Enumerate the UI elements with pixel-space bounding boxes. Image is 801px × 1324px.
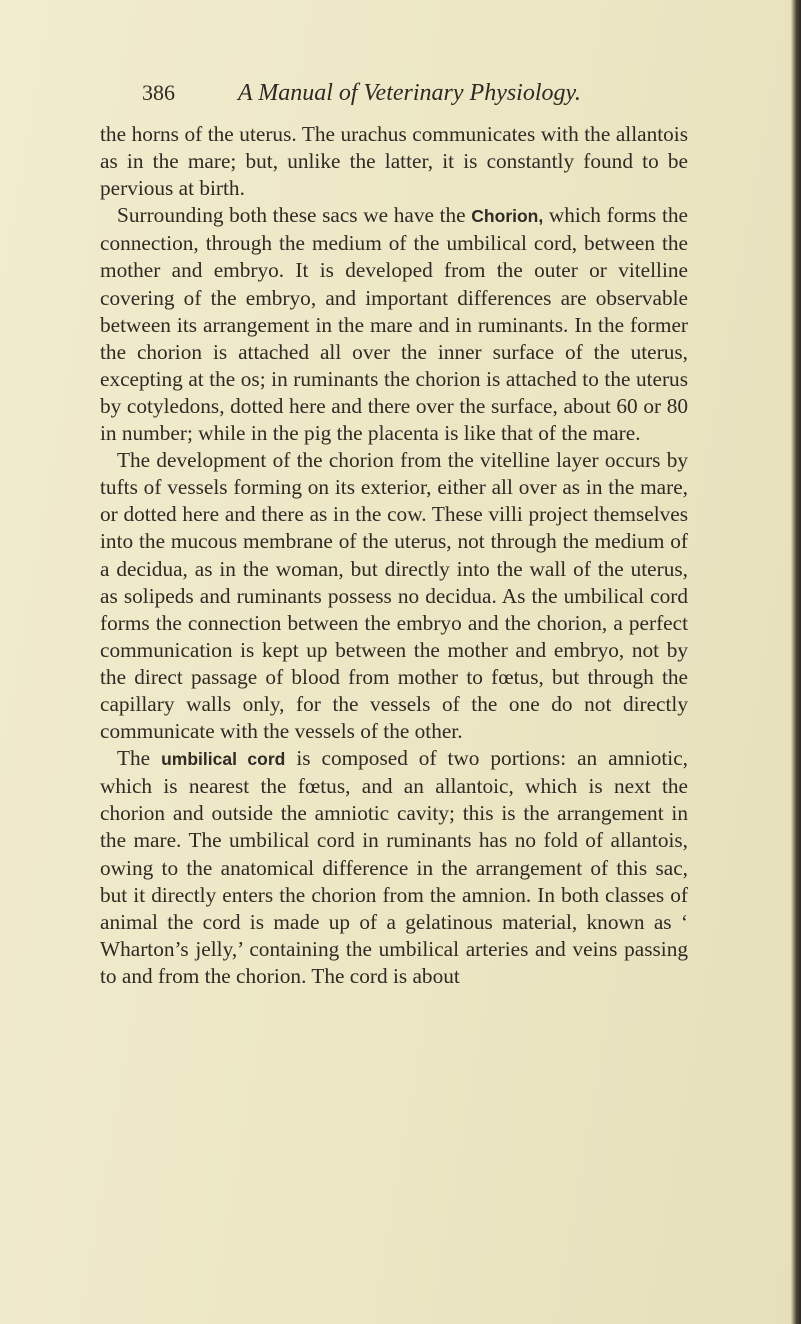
paragraph-chorion bbox=[100, 202, 688, 447]
term-umbilical-cord: umbilical cord bbox=[161, 749, 286, 770]
running-header bbox=[142, 78, 682, 108]
paragraph-chorion-development bbox=[100, 447, 688, 745]
paragraph-text: The development of the chorion from the vitelline layer occurs by tufts of vessels forming on its exterior, either all over as in the mare, or dotted here and there as in the cow. These villi project themselves into the mucous membrane of the uterus, not through the medium of a decidua, as in the woman, but directly into the wall of the uterus, as solipeds and ruminants possess no decidua. As the umbilical cord forms the connection between the embryo and the chorion, a perfect communication is kept up between the mother and embryo, not by the direct passage of blood from mother to fœtus, but through the capillary walls only, for the vessels of the one do not directly communicate with the vessels of the other. bbox=[100, 448, 688, 744]
paragraph-text: which forms the connection, through the medium of the umbilical cord, between the mother and embryo. It is developed from the outer or vitelline covering of the embryo, and important differences are observable between its arrangement in the mare and in ruminants. In the former the chorion is attached all over the inner surface of the uterus, excepting at the os; in ruminants the chorion is attached to the uterus by cotyledons, dotted here and there over the surface, about 60 or 80 in number; while in the pig the placenta is like that of the mare. bbox=[100, 203, 688, 446]
running-title: A Manual of Veterinary Physiology. bbox=[238, 80, 581, 106]
paragraph-text: Surrounding both these sacs we have the bbox=[117, 203, 472, 228]
paragraph-text: The bbox=[117, 746, 162, 771]
paragraph-continuation bbox=[100, 121, 688, 202]
paragraph-text: the horns of the uterus. The urachus communicates with the allantois as in the mare; but, unlike the latter, it is constantly found to be pervious at birth. bbox=[100, 122, 688, 201]
page-number: 386 bbox=[142, 80, 175, 105]
paragraph-text: is composed of two portions: an amniotic, which is nearest the fœtus, and an allantoic, which is next the chorion and outside the amniotic cavity; this is the arrangement in the mare. The umbilical cord in ruminants has no fold of allantois, owing to the anatomical difference in the arrangement of this sac, but it directly enters the chorion from the amnion. In both classes of animal the cord is made up of a gelatinous material, known as ‘ Wharton’s jelly,’ containing the umbilical arteries and veins passing to and from the chorion. The cord is about bbox=[100, 746, 688, 988]
page-edge-shadow bbox=[791, 0, 801, 1324]
body-text bbox=[100, 121, 688, 990]
term-chorion: Chorion, bbox=[471, 206, 544, 227]
paragraph-umbilical-cord bbox=[100, 745, 688, 990]
